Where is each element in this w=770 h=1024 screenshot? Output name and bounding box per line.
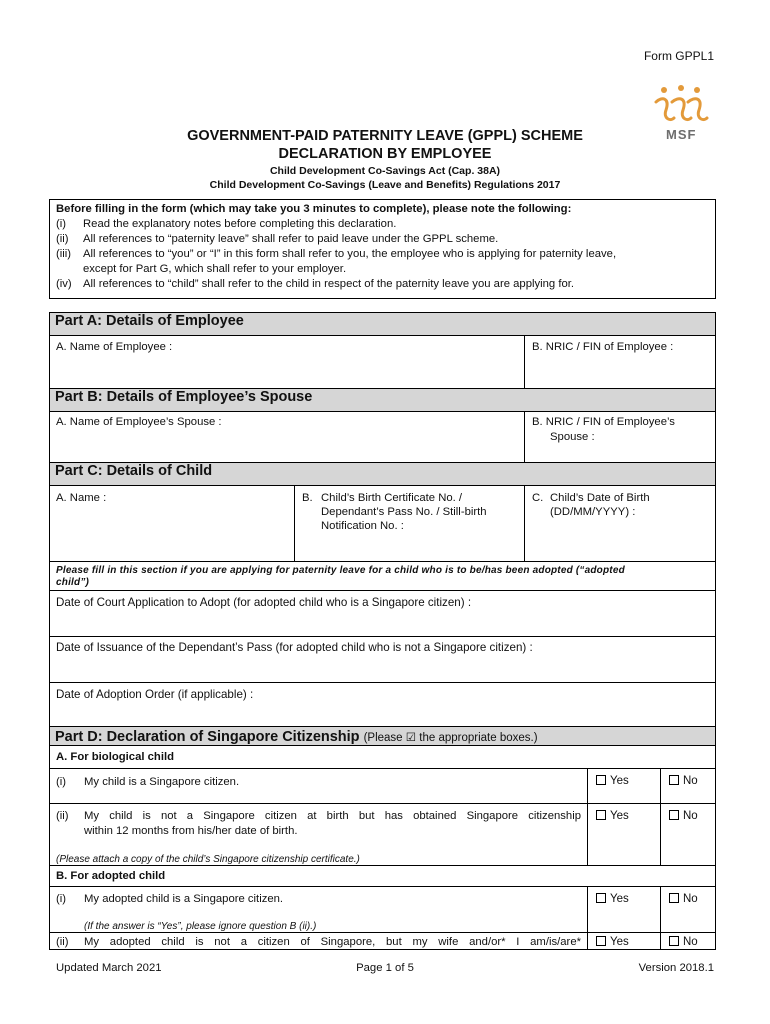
divider	[50, 886, 716, 887]
cert-label-2: Dependant’s Pass No. / Still-birth	[321, 506, 487, 518]
regulations-reference: Child Development Co-Savings (Leave and Benefits) Regulations 2017	[209, 179, 561, 191]
adoption-order-label: Date of Adoption Order (if applicable) :	[56, 688, 254, 701]
divider	[660, 803, 661, 865]
bio-q2-number: (ii)	[56, 810, 69, 822]
cert-number-label: B.	[302, 492, 313, 504]
part-a-header: Part A: Details of Employee	[50, 313, 715, 336]
ad-q2-yes-checkbox[interactable]: Yes	[596, 935, 629, 949]
ad-q2-line1: My adopted child is not a citizen of Singapore, but my wife and/or* I am/is/are*	[84, 936, 581, 948]
dob-number-label: C.	[532, 492, 544, 504]
divider	[50, 768, 716, 769]
bio-q1-number: (i)	[56, 776, 67, 788]
footer-page-number: Page 1 of 5	[356, 962, 414, 974]
cert-label-1: Child’s Birth Certificate No. /	[321, 492, 463, 504]
part-b-header: Part B: Details of Employee’s Spouse	[50, 388, 715, 412]
child-name-label: A. Name :	[56, 492, 107, 504]
bio-q1-yes-checkbox[interactable]: Yes	[596, 774, 629, 788]
spouse-name-label: A. Name of Employee’s Spouse :	[56, 416, 222, 428]
spouse-nric-label-1: B. NRIC / FIN of Employee’s	[532, 416, 675, 428]
act-reference: Child Development Co-Savings Act (Cap. 38A)	[269, 165, 501, 177]
dependant-pass-field[interactable]	[50, 636, 716, 682]
employee-nric-field[interactable]	[525, 336, 716, 388]
instruction-item: (iii) All references to “you” or “I” in this form shall refer to you, the employee who is applying for paternity leave,	[56, 248, 617, 260]
ad-q1-no-checkbox[interactable]: No	[669, 892, 698, 906]
bio-q2-line1: My child is not a Singapore citizen at birth but has obtained Singapore citizenship	[84, 810, 581, 822]
adopted-child-heading: B. For adopted child	[56, 870, 166, 882]
adopted-child-note: Please fill in this section if you are applying for paternity leave for a child who is to be/has been adopted (“adopted child”)	[56, 565, 625, 588]
bio-q2-no-checkbox[interactable]: No	[669, 809, 698, 823]
instructions-heading: Before filling in the form (which may take you 3 minutes to complete), please note the following:	[56, 203, 572, 215]
form-body	[49, 312, 716, 950]
instruction-item-continued: except for Part G, which shall refer to your employer.	[83, 263, 347, 275]
divider	[587, 768, 588, 803]
divider	[660, 886, 661, 932]
msf-logo-text: MSF	[666, 127, 697, 142]
cert-label-3: Notification No. :	[321, 520, 404, 532]
child-dob-field[interactable]	[525, 486, 716, 561]
dependant-pass-label: Date of Issuance of the Dependant’s Pass (for adopted child who is not a Singapore citizen) :	[56, 641, 533, 654]
bio-q2-note: (Please attach a copy of the child’s Singapore citizenship certificate.)	[56, 854, 360, 865]
divider	[50, 803, 716, 804]
divider	[50, 561, 716, 562]
adoption-order-field[interactable]	[50, 682, 716, 726]
divider	[587, 886, 588, 932]
court-application-label: Date of Court Application to Adopt (for adopted child who is a Singapore citizen) :	[56, 596, 472, 609]
footer-updated: Updated March 2021	[56, 962, 162, 974]
bio-q1-text: My child is a Singapore citizen.	[84, 776, 240, 788]
instruction-item: (i) Read the explanatory notes before completing this declaration.	[56, 218, 397, 230]
employee-name-field[interactable]	[50, 336, 524, 388]
form-title: GOVERNMENT-PAID PATERNITY LEAVE (GPPL) SCHEME	[187, 128, 583, 144]
ad-q2-number: (ii)	[56, 936, 69, 948]
part-d-instruction: (Please ☑ the appropriate boxes.)	[363, 732, 538, 744]
employee-nric-label: B. NRIC / FIN of Employee :	[532, 341, 674, 353]
bio-q2-line2: within 12 months from his/her date of birth.	[84, 825, 298, 837]
form-code: Form GPPL1	[643, 49, 714, 63]
bio-q2-yes-checkbox[interactable]: Yes	[596, 809, 629, 823]
employee-name-label: A. Name of Employee :	[56, 341, 173, 353]
divider	[50, 865, 716, 866]
divider	[587, 803, 588, 865]
instruction-item: (iv) All references to “child” shall refer to the child in respect of the paternity leave you are applying for.	[56, 278, 575, 290]
ad-q2-no-checkbox[interactable]: No	[669, 935, 698, 949]
dob-label-2: (DD/MM/YYYY) :	[550, 506, 636, 518]
divider	[660, 932, 661, 950]
ad-q1-text: My adopted child is a Singapore citizen.	[84, 893, 284, 905]
divider	[587, 932, 588, 950]
divider	[50, 932, 716, 933]
child-cert-field[interactable]	[295, 486, 524, 561]
ad-q1-note: (If the answer is “Yes”, please ignore question B (ii).)	[84, 921, 317, 932]
child-name-field[interactable]	[50, 486, 294, 561]
part-d-title: Part D: Declaration of Singapore Citizenship	[55, 729, 360, 745]
instructions-box	[49, 199, 716, 299]
spouse-nric-label-2: Spouse :	[550, 431, 595, 443]
bio-q1-no-checkbox[interactable]: No	[669, 774, 698, 788]
biological-child-heading: A. For biological child	[56, 751, 174, 763]
spouse-nric-field[interactable]	[525, 412, 716, 462]
footer-version: Version 2018.1	[638, 962, 714, 974]
part-c-header: Part C: Details of Child	[50, 462, 715, 486]
court-application-field[interactable]	[50, 590, 716, 636]
part-d-header	[50, 726, 715, 746]
form-subtitle: DECLARATION BY EMPLOYEE	[278, 146, 492, 162]
divider	[660, 768, 661, 803]
spouse-name-field[interactable]	[50, 412, 524, 462]
instruction-item: (ii) All references to “paternity leave” shall refer to paid leave under the GPPL scheme.	[56, 233, 499, 245]
ad-q1-yes-checkbox[interactable]: Yes	[596, 892, 629, 906]
ad-q1-number: (i)	[56, 893, 67, 905]
dob-label-1: Child’s Date of Birth	[550, 492, 650, 504]
